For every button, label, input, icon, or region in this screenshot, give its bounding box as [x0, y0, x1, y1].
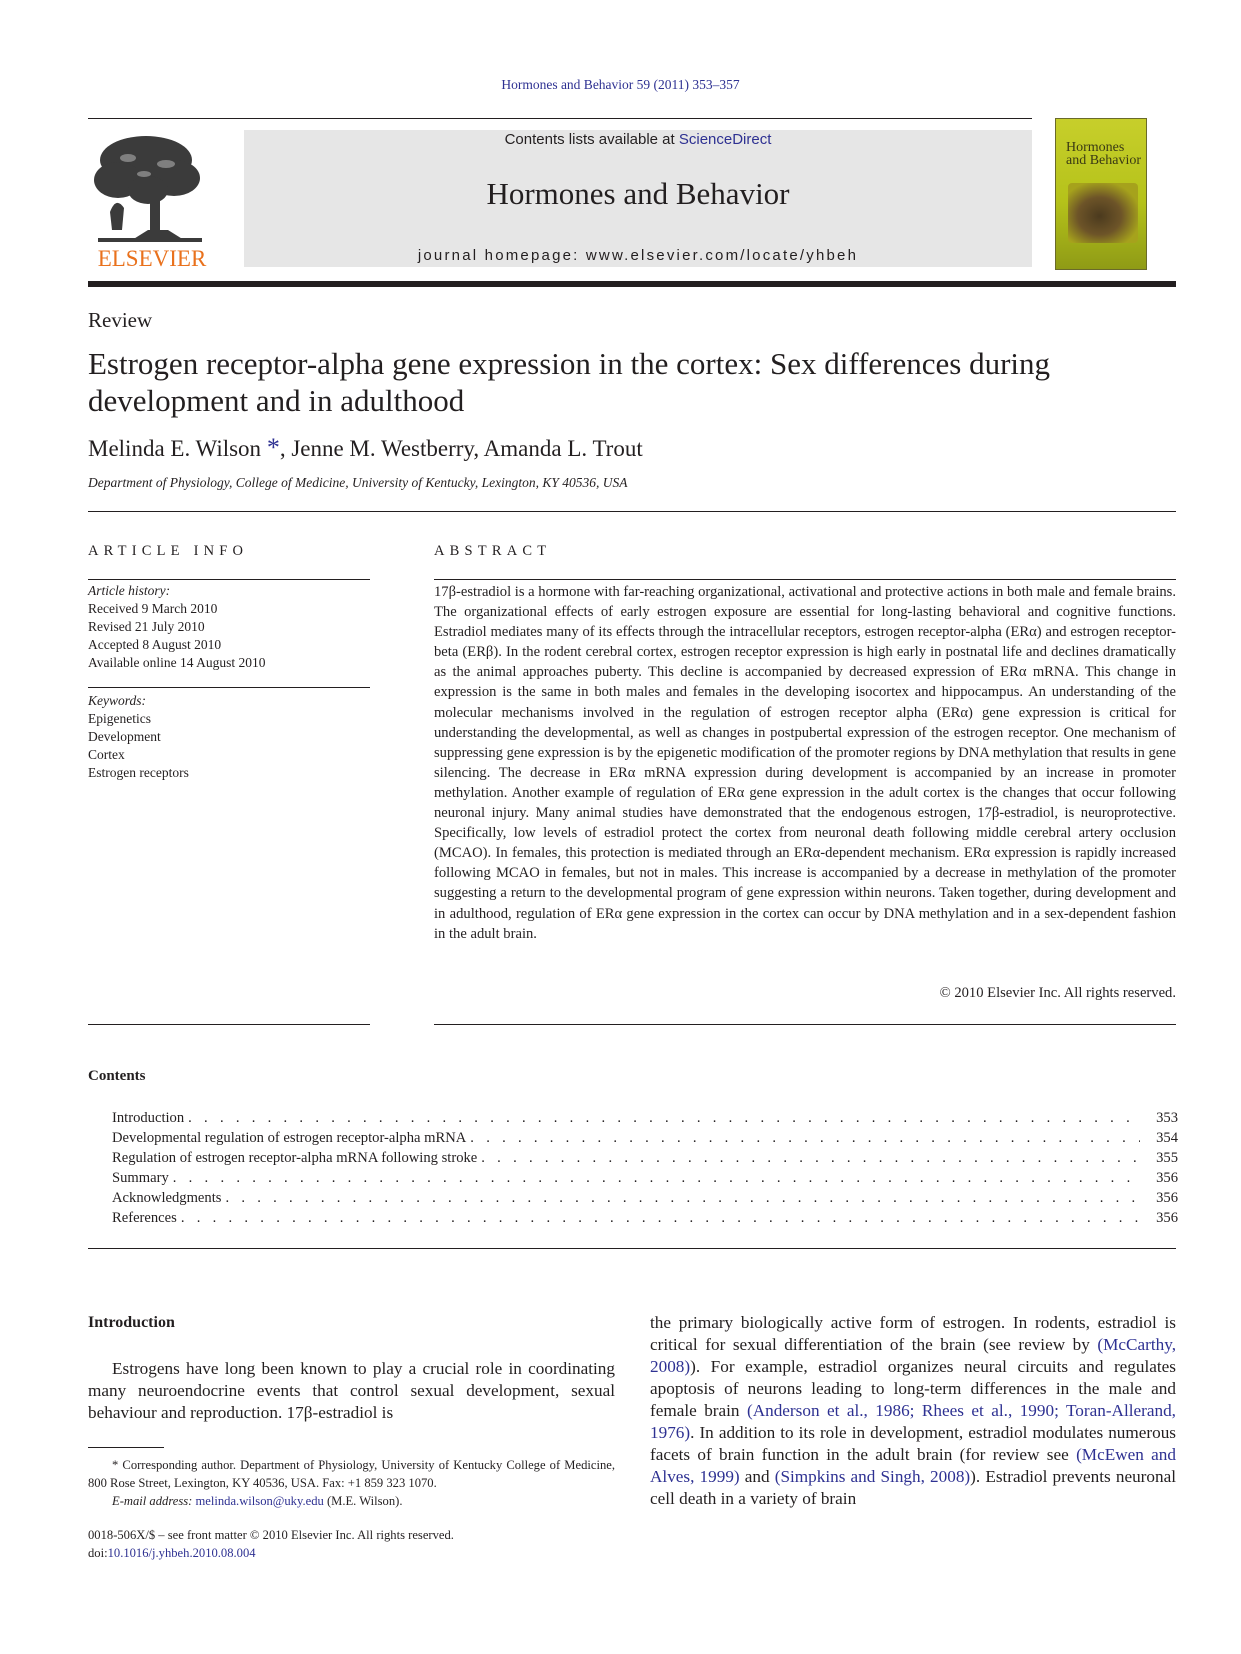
author-name: Melinda E. Wilson — [88, 436, 262, 461]
divider — [88, 1024, 370, 1025]
keyword: Epigenetics — [88, 711, 151, 726]
email-suffix: (M.E. Wilson). — [323, 1494, 403, 1508]
toc-entry-acknowledgments[interactable] — [112, 1190, 1178, 1210]
contents-available-label: Contents lists available at — [504, 131, 679, 148]
contents-heading: Contents — [88, 1068, 146, 1084]
toc-title: Regulation of estrogen receptor-alpha mRNA following stroke — [112, 1150, 478, 1166]
doi-link[interactable]: 10.1016/j.yhbeh.2010.08.004 — [107, 1546, 256, 1560]
journal-cover-image — [1055, 118, 1147, 270]
toc-page: 356 — [1156, 1170, 1178, 1186]
body-text: ). Estradiol prevents neuronal cell death in a variety of brain — [650, 1467, 1176, 1508]
toc-leader — [470, 1130, 1140, 1147]
journal-homepage[interactable]: journal homepage: www.elsevier.com/locate/yhbeh — [417, 247, 859, 264]
toc-leader — [225, 1190, 1140, 1207]
contents-available — [244, 131, 1032, 148]
toc-page: 354 — [1156, 1130, 1178, 1146]
toc-leader — [188, 1110, 1140, 1127]
divider — [434, 1024, 1176, 1025]
corresponding-author-mark[interactable]: * — [266, 433, 280, 462]
author-list — [88, 433, 643, 463]
body-text: the primary biologically active form of estrogen. In rodents, estradiol is critical for sexual differentiation of the brain (see review by — [650, 1313, 1176, 1354]
citation-link[interactable]: (Simpkins and Singh, 2008) — [774, 1467, 971, 1486]
history-label: Article history: — [88, 583, 171, 598]
toc-title: Introduction — [112, 1110, 185, 1126]
citation-link[interactable]: (McCarthy, 2008) — [650, 1335, 1176, 1376]
cover-title: Hormones and Behavior — [1066, 140, 1142, 168]
citation-link[interactable]: (McEwen and Alves, 1999) — [650, 1445, 1176, 1486]
section-heading-introduction: Introduction — [88, 1314, 175, 1331]
toc-leader — [181, 1210, 1140, 1227]
divider — [88, 579, 370, 580]
toc-title: Developmental regulation of estrogen receptor-alpha mRNA — [112, 1130, 467, 1146]
toc-entry-stroke[interactable] — [112, 1150, 1178, 1170]
affiliation: Department of Physiology, College of Medicine, University of Kentucky, Lexington, KY 40536, USA — [88, 475, 628, 490]
divider — [434, 579, 1176, 580]
toc-page: 356 — [1156, 1210, 1178, 1226]
footnote — [88, 1456, 615, 1510]
journal-citation[interactable]: Hormones and Behavior 59 (2011) 353–357 — [501, 77, 740, 92]
toc-leader — [173, 1170, 1140, 1187]
article-info-heading: ARTICLE INFO — [88, 543, 249, 559]
sciencedirect-link[interactable]: ScienceDirect — [678, 131, 772, 148]
doi-line — [88, 1544, 454, 1562]
email-label: E-mail address: — [112, 1494, 196, 1508]
elsevier-logo — [88, 130, 216, 270]
table-of-contents — [112, 1110, 1178, 1230]
author-names-rest: , Jenne M. Westberry, Amanda L. Trout — [279, 436, 643, 461]
abstract-text: 17β-estradiol is a hormone with far-reaching organizational, activational and protective actions in both male and female brains. The organizational effects of early estrogen exposure are essential for long-lasting behavioral and cognitive functions. Estradiol mediates many of its effects through the intracellular receptors, estrogen receptor-alpha (ERα) and estrogen receptor-beta (ERβ). In the rodent cerebral cortex, estrogen receptor expression is high early in postnatal life and declines dramatically as the animal approaches puberty. This decline is accompanied by decreased expression of ERα mRNA. This change in expression is the same in both males and females in the developing isocortex and hippocampus. An understanding of the molecular mechanisms involved in the regulation of estrogen receptor alpha (ERα) gene expression is critical for understanding the developmental, as well as changes in postpubertal expression of the estrogen receptor. One mechanism of suppressing gene expression is by the epigenetic modification of the promoter regions by DNA methylation that results in gene silencing. The decrease in ERα mRNA expression during development is accompanied by an increase in promoter methylation. Another example of regulation of ERα gene expression in the adult cortex is the changes that occur following neuronal injury. Many animal studies have demonstrated that the endogenous estrogen, 17β-estradiol, is neuroprotective. Specifically, low levels of estradiol protect the cortex from neuronal death following middle cerebral artery occlusion (MCAO). In females, this protection is mediated through an ERα-dependent mechanism. ERα expression is rapidly increased following MCAO in females, but not in males. This increase is accompanied by a decrease in methylation of the promoter suggesting a return to the developmental program of gene expression within neurons. Taken together, during development and in adulthood, regulation of ERα gene expression in the cortex can occur by DNA methylation and in a sex-dependent fashion in the adult brain. — [434, 584, 1176, 942]
body-paragraph-right — [650, 1312, 1176, 1510]
received-date: Received 9 March 2010 — [88, 601, 218, 616]
footnote-rule — [88, 1447, 164, 1448]
cover-photo — [1068, 183, 1138, 243]
email-link[interactable]: melinda.wilson@uky.edu — [195, 1494, 324, 1508]
toc-title: References — [112, 1210, 177, 1226]
revised-date: Revised 21 July 2010 — [88, 619, 205, 634]
toc-page: 355 — [1156, 1150, 1178, 1166]
keyword: Estrogen receptors — [88, 765, 189, 780]
toc-title: Summary — [112, 1170, 169, 1186]
body-text: ). For example, estradiol organizes neural circuits and regulates apoptosis of neurons leading to long-term differences in the male and female brain — [650, 1357, 1176, 1420]
header-thick-rule — [88, 281, 1176, 287]
toc-page: 356 — [1156, 1190, 1178, 1206]
elsevier-tree-icon — [88, 130, 216, 270]
toc-title: Acknowledgments — [112, 1190, 222, 1206]
article-history — [88, 582, 265, 672]
keyword: Development — [88, 729, 161, 744]
corresponding-author-note: * Corresponding author. Department of Physiology, University of Kentucky College of Medicine, 800 Rose Street, Lexington, KY 40536, USA. Fax: +1 859 323 1070. — [88, 1458, 615, 1490]
issn-line: 0018-506X/$ – see front matter © 2010 Elsevier Inc. All rights reserved. — [88, 1528, 454, 1542]
body-text: and — [739, 1467, 775, 1486]
keywords — [88, 692, 189, 782]
email-line — [88, 1492, 615, 1510]
keyword: Cortex — [88, 747, 125, 762]
toc-entry-developmental[interactable] — [112, 1130, 1178, 1150]
toc-entry-references[interactable] — [112, 1210, 1178, 1230]
doi-label: doi: — [88, 1546, 108, 1560]
article-title: Estrogen receptor-alpha gene expression in the cortex: Sex differences during development and in adulthood — [88, 346, 1051, 418]
toc-entry-introduction[interactable] — [112, 1110, 1178, 1130]
divider — [88, 1248, 1176, 1249]
toc-leader — [481, 1150, 1140, 1167]
body-paragraph-left: Estrogens have long been known to play a crucial role in coordinating many neuroendocrine events that control sexual development, sexual behaviour and reproduction. 17β-estradiol is — [88, 1359, 615, 1422]
divider — [88, 511, 1176, 512]
front-matter — [88, 1526, 454, 1562]
elsevier-wordmark: ELSEVIER — [97, 246, 207, 270]
article-type: Review — [88, 308, 153, 332]
abstract-heading: ABSTRACT — [434, 543, 552, 559]
toc-entry-summary[interactable] — [112, 1170, 1178, 1190]
accepted-date: Accepted 8 August 2010 — [88, 637, 222, 652]
divider — [88, 687, 370, 688]
online-date: Available online 14 August 2010 — [88, 655, 266, 670]
body-text: . In addition to its role in development, estradiol modulates numerous facets of brain function in the adult brain (for review see — [650, 1423, 1176, 1464]
citation-link[interactable]: (Anderson et al., 1986; Rhees et al., 1990; Toran-Allerand, 1976) — [650, 1401, 1176, 1442]
journal-name: Hormones and Behavior — [486, 176, 790, 211]
keywords-label: Keywords: — [88, 693, 146, 708]
copyright: © 2010 Elsevier Inc. All rights reserved. — [939, 985, 1176, 1001]
toc-page: 353 — [1156, 1110, 1178, 1126]
header-rule — [88, 118, 1032, 119]
